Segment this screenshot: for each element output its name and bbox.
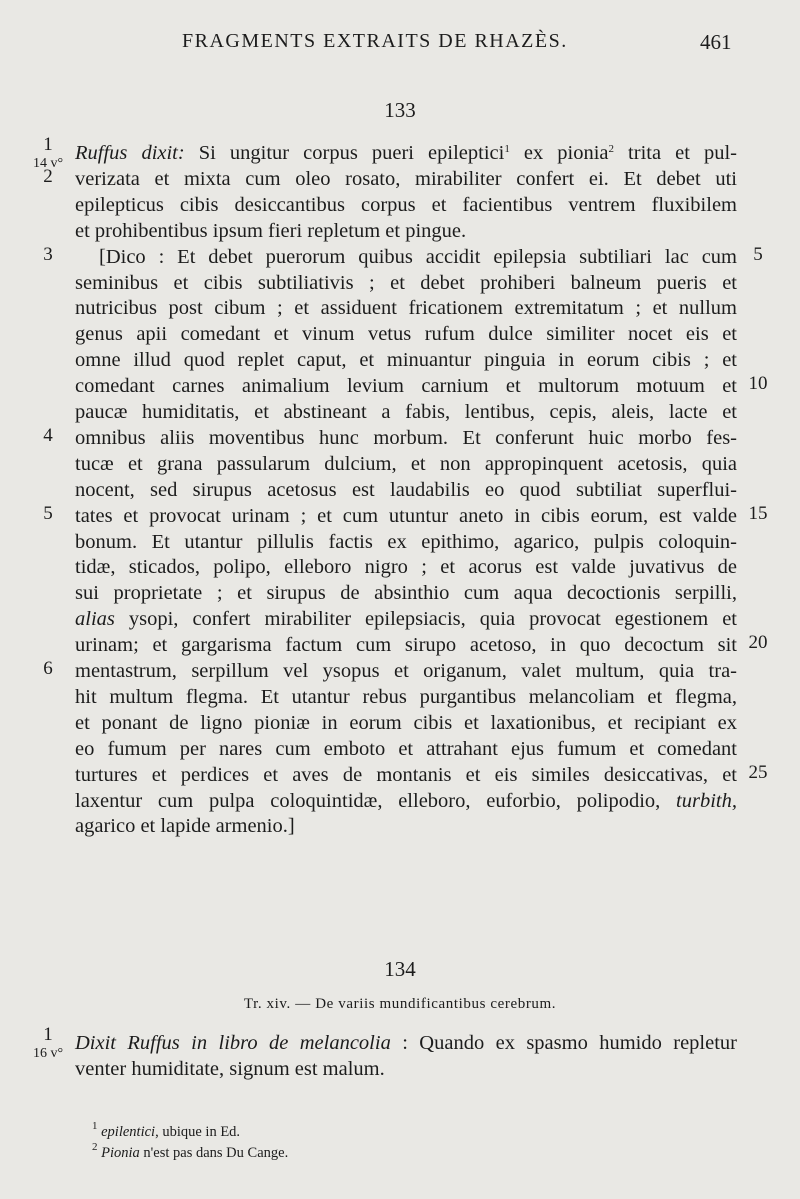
text-line [75,736,737,762]
left-margin-number: 6 [43,658,53,679]
text-line [75,529,737,555]
footnote-2 [92,1141,289,1162]
text-line [75,373,737,399]
line-text: et prohibentibus ipsum fieri repletum et pingue. [75,219,467,242]
text-line [75,1030,737,1056]
left-margin-number: 3 [43,243,53,265]
line-text: trita et pul- [614,142,737,164]
text-line [75,270,737,296]
text-line [75,347,737,373]
line-text: hit multum flegma. Et utantur rebus purgantibus melancoliam et flegma, [75,685,737,708]
line-text: ex pionia [509,142,609,164]
footnote-ref: 2 [608,143,614,155]
line-text: turtures et perdices et aves de montanis et eis similes desiccativas, et [75,763,737,786]
text-line [75,684,737,710]
running-header-title: FRAGMENTS EXTRAITS DE RHAZÈS. [182,30,568,52]
text-line [75,451,737,477]
text-line [75,813,737,839]
text-line [75,710,737,736]
line-text: venter humiditate, signum est malum. [75,1058,385,1080]
left-margin-number: 4 [43,424,53,446]
text-line [75,554,737,580]
footnote-text: n'est pas dans Du Cange. [139,1145,289,1161]
section-number-134: 134 [384,957,416,981]
line-text: mentastrum, serpillum vel ysopus et origanum, valet multum, quia tra- [75,660,737,682]
text-line [75,399,737,425]
line-text: genus apii comedant et vinum vetus rufum dulce similiter nocet eis et [75,323,737,346]
line-text: et ponant de ligno pioniæ in eorum cibis et laxationibus, et recipiant ex [75,711,737,734]
footnote-mark: 2 [92,1141,98,1153]
section-number-133: 133 [384,98,416,122]
text-line [75,477,737,503]
italic-phrase: turbith, [660,789,737,812]
line-text: sui proprietate ; et sirupus de absinthio cum aqua decoctionis serpilli, [75,582,737,605]
line-text: ysopi, confert mirabiliter epilepsiacis, quia provocat egestionem et [114,608,737,631]
line-text: [Dico : Et debet puerorum quibus accidit epilepsia subtiliari lac cum [99,245,737,268]
page-number: 461 [700,30,732,54]
text-line [75,503,737,529]
line-text: tucæ et grana passularum dulcium, et non appropinquent acetosis, quia [75,452,737,475]
right-margin-line-number: 25 [748,761,768,783]
left-margin-number: 5 [43,502,53,524]
left-margin-number: 2 [43,165,53,187]
text-line [75,425,737,451]
text-line [75,218,737,244]
left-margin-number: 16 v° [32,1046,64,1061]
text-line [75,632,737,658]
text-line [75,166,737,192]
line-text: tates et provocat urinam ; et cum utuntur aneto in cibis eorum, est valde [75,504,737,527]
text-line [75,788,737,814]
line-text: eo fumum per nares cum emboto et attrahant ejus fumum et comedant [75,737,737,760]
text-line [75,762,737,788]
line-text: agarico et lapide armenio.] [75,815,295,838]
text-line [75,192,737,218]
text-line [75,140,737,166]
text-line [75,295,737,321]
line-text: comedant carnes animalium levium carnium et multorum motuum et [75,375,737,398]
line-text: nocent, sed sirupus acetosus est laudabilis eo quod subtiliat superflui- [75,478,737,501]
text-line [99,244,737,270]
line-text: laxentur cum pulpa coloquintidæ, elleboro, euforbio, polipodio, [75,789,661,812]
line-text: omnibus aliis moventibus hunc morbum. Et conferunt huic morbo fes- [75,426,737,449]
footnote-mark: 1 [92,1120,98,1132]
text-line [75,580,737,606]
line-text: nutricibus post cibum ; et assiduent fricationem extremitatum ; et nullum [75,297,737,320]
italic-phrase: Dixit Ruffus in libro de melancolia [75,1032,391,1054]
section-134-subtitle: Tr. xiv. — De variis mundificantibus cerebrum. [243,996,557,1012]
line-text: : Quando ex spasmo humido repletur [390,1032,737,1054]
italic-phrase: alias [75,608,115,631]
text-line [75,1056,737,1082]
line-text: omne illud quod replet caput, et minuantur pinguia in eorum cibis ; et [75,349,737,372]
line-text: tidæ, sticados, polipo, elleboro nigro ; et acorus est valde juvativus de [75,556,737,579]
footnote-italic: Pionia [101,1145,140,1161]
right-margin-line-number: 5 [753,243,763,265]
line-text: urinam; et gargarisma factum cum sirupo acetoso, in quo decoctum sit [75,634,737,657]
line-text: Si ungitur corpus pueri epileptici [184,142,505,164]
left-margin-number: 1 [43,134,53,155]
footnote-italic: epilentici [101,1124,156,1140]
footnote-text: , ubique in Ed. [155,1124,241,1140]
line-text: bonum. Et utantur pillulis factis ex epithimo, agarico, pulpis coloquin- [75,530,737,553]
line-text: seminibus et cibis subtiliativis ; et debet prohiberi balneum pueris et [75,271,737,294]
footnote-ref: 1 [504,143,510,155]
left-margin-number: 14 v° [32,156,64,171]
line-text: verizata et mixta cum oleo rosato, mirabiliter confert ei. Et debet uti [75,167,737,190]
text-line [75,658,737,684]
right-margin-line-number: 15 [748,502,768,524]
text-line [75,606,737,632]
left-margin-number: 1 [43,1024,53,1045]
right-margin-line-number: 10 [748,373,768,395]
right-margin-line-number: 20 [748,632,768,654]
footnote-1 [92,1120,241,1141]
italic-phrase: Ruffus dixit: [75,142,185,164]
text-line [75,321,737,347]
line-text: epilepticus cibis desiccantibus corpus et facientibus ventrem fluxibilem [75,193,737,216]
line-text: paucæ humiditatis, et abstineant a fabis, lentibus, cepis, aleis, lacte et [75,401,737,423]
